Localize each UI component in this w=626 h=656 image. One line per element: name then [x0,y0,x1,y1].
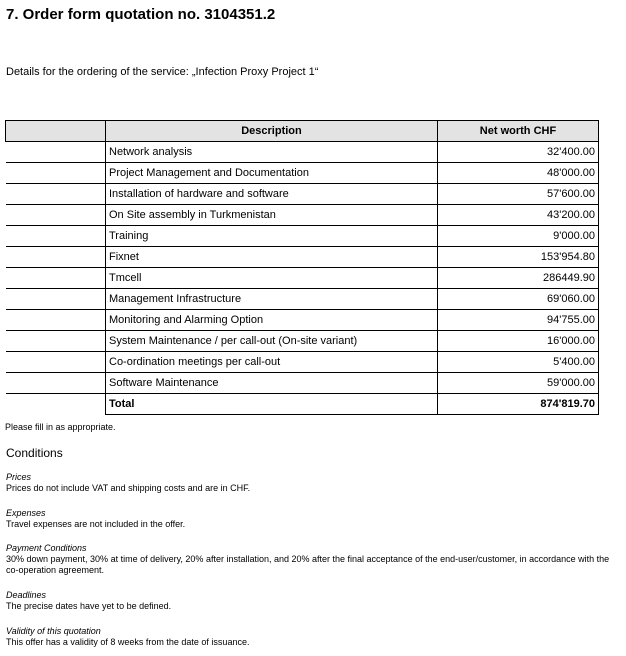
condition-text: Prices do not include VAT and shipping costs and are in CHF. [6,483,251,493]
condition-deadlines [6,590,616,612]
condition-title: Deadlines [6,590,47,600]
row-blank-cell [6,310,106,331]
conditions-heading: Conditions [6,446,63,460]
table-row [6,268,599,289]
row-blank-cell [6,205,106,226]
row-value: 32'400.00 [438,142,599,163]
row-value: 43'200.00 [438,205,599,226]
table-row [6,373,599,394]
row-value: 94'755.00 [438,310,599,331]
row-value: 16'000.00 [438,331,599,352]
table-row [6,205,599,226]
total-value: 874'819.70 [438,394,599,415]
row-blank-cell [6,247,106,268]
table-row [6,352,599,373]
row-value: 69'060.00 [438,289,599,310]
row-description: Monitoring and Alarming Option [106,310,438,331]
row-description: On Site assembly in Turkmenistan [106,205,438,226]
row-description: Installation of hardware and software [106,184,438,205]
header-net-worth: Net worth CHF [438,121,599,142]
row-blank-cell [6,268,106,289]
service-details: Details for the ordering of the service: „Infection Proxy Project 1“ [6,66,319,78]
row-value: 5'400.00 [438,352,599,373]
condition-expenses [6,508,616,530]
row-blank-cell [6,289,106,310]
row-value: 286449.90 [438,268,599,289]
row-blank-cell [6,331,106,352]
header-blank [6,121,106,142]
total-label: Total [106,394,438,415]
condition-text: The precise dates have yet to be defined. [6,601,172,611]
row-value: 153'954.80 [438,247,599,268]
row-description: Training [106,226,438,247]
table-row [6,142,599,163]
condition-text: 30% down payment, 30% at time of delivery, 20% after installation, and 20% after the final acceptance of the end-user/customer, in accordance with the co-operation agreement. [6,554,610,575]
row-description: Network analysis [106,142,438,163]
row-value: 9'000.00 [438,226,599,247]
condition-validity [6,626,616,648]
table-row [6,184,599,205]
table-row [6,163,599,184]
row-blank-cell [6,142,106,163]
condition-payment [6,543,616,576]
condition-text: Travel expenses are not included in the offer. [6,519,186,529]
row-description: Software Maintenance [106,373,438,394]
row-blank-cell [6,394,106,415]
total-row [6,394,599,415]
row-blank-cell [6,163,106,184]
row-value: 48'000.00 [438,163,599,184]
condition-title: Payment Conditions [6,543,87,553]
row-description: Fixnet [106,247,438,268]
row-value: 59'000.00 [438,373,599,394]
table-row [6,247,599,268]
condition-text: This offer has a validity of 8 weeks from the date of issuance. [6,637,250,647]
row-description: Management Infrastructure [106,289,438,310]
condition-title: Prices [6,472,32,482]
row-value: 57'600.00 [438,184,599,205]
row-description: Co-ordination meetings per call-out [106,352,438,373]
row-description: Project Management and Documentation [106,163,438,184]
row-blank-cell [6,352,106,373]
table-header-row [6,121,599,142]
row-blank-cell [6,226,106,247]
row-description: System Maintenance / per call-out (On-site variant) [106,331,438,352]
table-row [6,226,599,247]
row-description: Tmcell [106,268,438,289]
condition-title: Validity of this quotation [6,626,101,636]
condition-title: Expenses [6,508,46,518]
header-description: Description [106,121,438,142]
section-heading: 7. Order form quotation no. 3104351.2 [6,6,276,23]
row-blank-cell [6,373,106,394]
table-row [6,310,599,331]
table-row [6,331,599,352]
quotation-table [5,120,599,415]
fill-note: Please fill in as appropriate. [5,422,116,432]
row-blank-cell [6,184,106,205]
table-row [6,289,599,310]
condition-prices [6,472,616,494]
